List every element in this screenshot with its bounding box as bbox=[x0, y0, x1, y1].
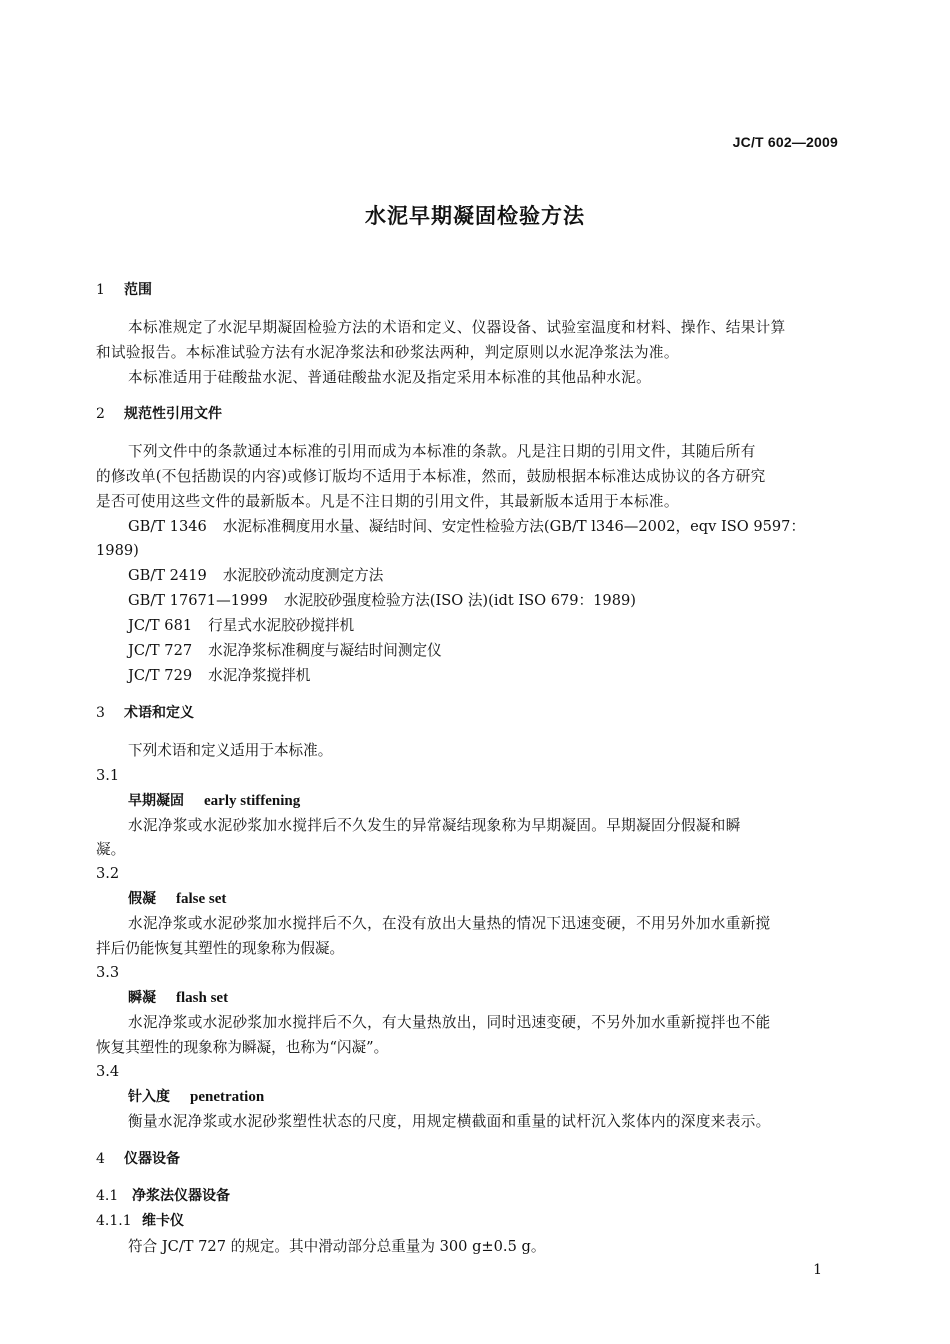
term-en: false set bbox=[176, 891, 227, 907]
clause-number: 3.2 bbox=[96, 865, 120, 882]
section-2-heading bbox=[96, 404, 846, 424]
term-entry bbox=[128, 791, 878, 811]
definition-line: 水泥净浆或水泥砂浆加水搅拌后不久，在没有放出大量热的情况下迅速变硬，不用另外加水重新搅 bbox=[128, 915, 771, 932]
subsection-title: 维卡仪 bbox=[142, 1213, 184, 1229]
section-4-heading bbox=[96, 1149, 846, 1169]
term-zh: 早期凝固 bbox=[128, 793, 184, 809]
term-entry bbox=[128, 889, 878, 909]
reference-title: 水泥胶砂强度检验方法(ISO 法)(idt ISO 679：1989) bbox=[283, 592, 636, 609]
reference-code: JC/T 681 bbox=[128, 617, 193, 634]
page-number: 1 bbox=[813, 1262, 822, 1278]
subsection-4-1-heading bbox=[96, 1186, 846, 1206]
term-entry bbox=[128, 1087, 878, 1107]
reference-item bbox=[128, 566, 878, 586]
subsection-number: 4.1 bbox=[96, 1188, 119, 1204]
clause-number: 3.1 bbox=[96, 767, 120, 784]
subsection-number: 4.1.1 bbox=[96, 1213, 132, 1229]
reference-item bbox=[128, 517, 878, 537]
document-title: 水泥早期凝固检验方法 bbox=[365, 204, 585, 228]
section-title: 范围 bbox=[124, 282, 152, 298]
reference-title: 水泥标准稠度用水量、凝结时间、安定性检验方法(GB/T l346—2002，eqv ISO 9597： bbox=[222, 518, 806, 535]
term-zh: 瞬凝 bbox=[128, 990, 156, 1006]
definition-line: 水泥净浆或水泥砂浆加水搅拌后不久发生的异常凝结现象称为早期凝固。早期凝固分假凝和瞬 bbox=[128, 817, 741, 834]
section-title: 仪器设备 bbox=[124, 1151, 180, 1167]
reference-code: JC/T 727 bbox=[128, 642, 193, 659]
reference-code: JC/T 729 bbox=[128, 667, 193, 684]
section-3-heading bbox=[96, 703, 846, 723]
definition-line: 凝。 bbox=[96, 841, 126, 858]
reference-code: GB/T 2419 bbox=[128, 567, 207, 584]
definition-line: 衡量水泥净浆或水泥砂浆塑性状态的尺度，用规定横截面和重量的试杆沉入浆体内的深度来表示。 bbox=[128, 1113, 771, 1130]
definition-line: 拌后仍能恢复其塑性的现象称为假凝。 bbox=[96, 940, 345, 957]
reference-continuation: 1989) bbox=[96, 542, 139, 559]
paragraph-line: 本标准适用于硅酸盐水泥、普通硅酸盐水泥及指定采用本标准的其他品种水泥。 bbox=[128, 369, 652, 386]
paragraph-line: 和试验报告。本标准试验方法有水泥净浆法和砂浆法两种，判定原则以水泥净浆法为准。 bbox=[96, 344, 679, 361]
definition-line: 水泥净浆或水泥砂浆加水搅拌后不久，有大量热放出，同时迅速变硬，不另外加水重新搅拌也不能 bbox=[128, 1014, 771, 1031]
paragraph-line: 符合 JC/T 727 的规定。其中滑动部分总重量为 300 g±0.5 g。 bbox=[128, 1238, 546, 1255]
section-1-heading bbox=[96, 280, 846, 300]
standard-code: JC/T 602—2009 bbox=[732, 134, 838, 150]
section-title: 术语和定义 bbox=[124, 705, 194, 721]
section-number: 2 bbox=[96, 406, 105, 422]
term-zh: 假凝 bbox=[128, 891, 156, 907]
paragraph-line: 是否可使用这些文件的最新版本。凡是不注日期的引用文件，其最新版本适用于本标准。 bbox=[96, 493, 679, 510]
reference-item bbox=[128, 641, 878, 661]
paragraph-line: 本标准规定了水泥早期凝固检验方法的术语和定义、仪器设备、试验室温度和材料、操作、结果计算 bbox=[128, 319, 786, 336]
reference-title: 水泥净浆标准稠度与凝结时间测定仪 bbox=[208, 642, 442, 659]
clause-number: 3.3 bbox=[96, 964, 120, 981]
paragraph-line: 下列术语和定义适用于本标准。 bbox=[128, 742, 333, 759]
reference-code: GB/T 17671—1999 bbox=[128, 592, 268, 609]
paragraph-line: 的修改单(不包括勘误的内容)或修订版均不适用于本标准，然而，鼓励根据本标准达成协议的各方研究 bbox=[96, 468, 766, 485]
subsection-4-1-1-heading bbox=[96, 1211, 846, 1231]
paragraph-line: 下列文件中的条款通过本标准的引用而成为本标准的条款。凡是注日期的引用文件，其随后所有 bbox=[128, 443, 756, 460]
reference-title: 水泥净浆搅拌机 bbox=[208, 667, 311, 684]
section-number: 3 bbox=[96, 705, 105, 721]
clause-number: 3.4 bbox=[96, 1063, 120, 1080]
term-en: early stiffening bbox=[204, 793, 301, 809]
section-title: 规范性引用文件 bbox=[124, 406, 222, 422]
reference-item bbox=[128, 666, 878, 686]
term-en: flash set bbox=[176, 990, 229, 1006]
reference-item bbox=[128, 591, 878, 611]
term-zh: 针入度 bbox=[128, 1089, 170, 1105]
subsection-title: 净浆法仪器设备 bbox=[132, 1188, 230, 1204]
section-number: 1 bbox=[96, 282, 105, 298]
section-number: 4 bbox=[96, 1151, 105, 1167]
definition-line: 恢复其塑性的现象称为瞬凝，也称为“闪凝”。 bbox=[96, 1039, 389, 1056]
term-entry bbox=[128, 988, 878, 1008]
term-en: penetration bbox=[190, 1089, 265, 1105]
reference-title: 行星式水泥胶砂搅拌机 bbox=[208, 617, 355, 634]
reference-code: GB/T 1346 bbox=[128, 518, 207, 535]
reference-item bbox=[128, 616, 878, 636]
reference-title: 水泥胶砂流动度测定方法 bbox=[222, 567, 384, 584]
